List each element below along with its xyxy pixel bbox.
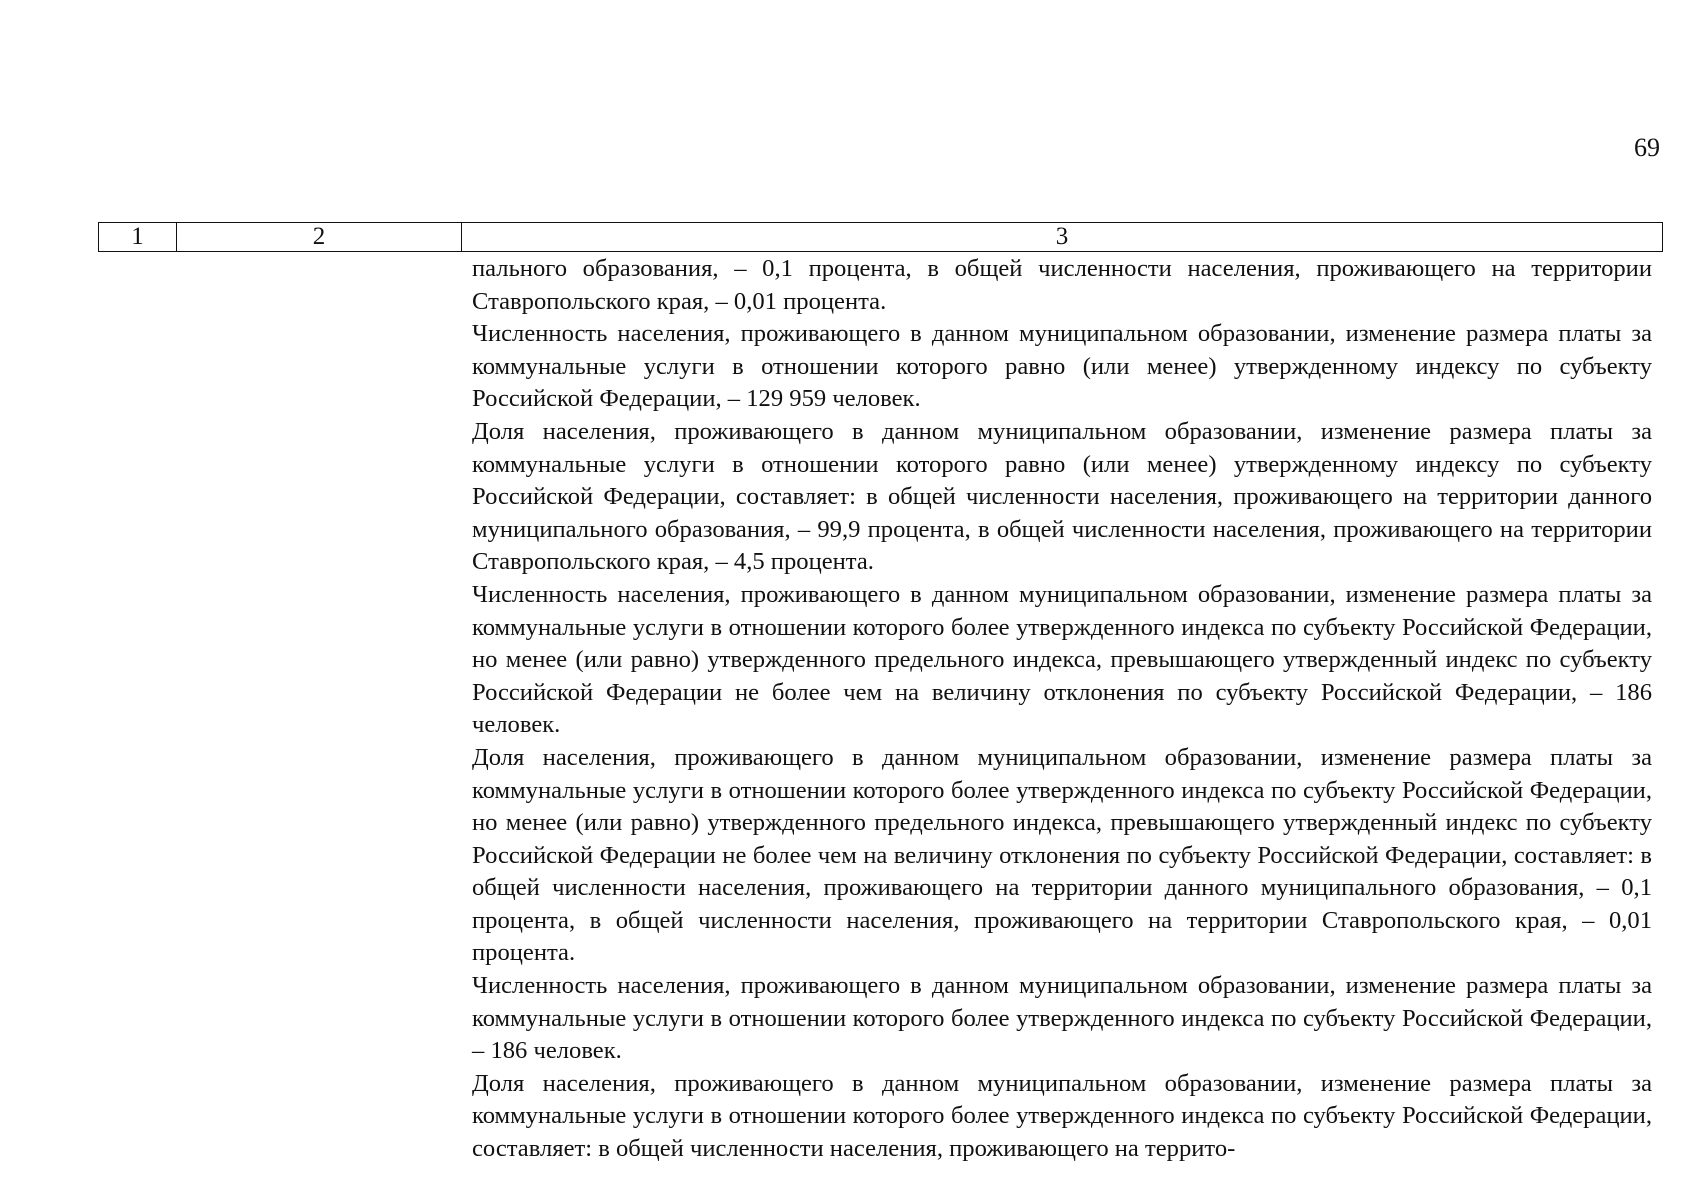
paragraph: Доля населения, проживающего в данном муниципальном образовании, изменение размера платы за коммунальные услуги в отношении которого равно (или менее) утвержденному индексу по субъекту Российской Федерации, составляет: в общей численности населения, проживающего на территории данного муниципального образования, – 99,9 процента, в общей численности населения, проживающего на территории Ставропольского края, – 4,5 процента. bbox=[472, 417, 1652, 576]
paragraph: Доля населения, проживающего в данном муниципальном образовании, изменение размера платы за коммунальные услуги в отношении которого более утвержденного индекса по субъекту Российской Федерации, но менее (или равно) утвержденного предельного индекса, превышающего утвержденный индекс по субъекту Российской Федерации не более чем на величину отклонения по субъекту Российской Федерации, составляет: в общей численности населения, проживающего на территории данного муниципального образования, – 0,1 процента, в общей численности населения, проживающего на территории Ставропольского края, – 0,01 процента. bbox=[472, 743, 1652, 967]
paragraph: пального образования, – 0,1 процента, в общей численности населения, проживающего на территории Ставропольского края, – 0,01 процента. bbox=[472, 255, 1652, 315]
paragraph: Численность населения, проживающего в данном муниципальном образовании, изменение размера платы за коммунальные услуги в отношении которого более утвержденного индекса по субъекту Российской Федерации, – 186 человек. bbox=[472, 972, 1652, 1065]
paragraph: Численность населения, проживающего в данном муниципальном образовании, изменение размера платы за коммунальные услуги в отношении которого равно (или менее) утвержденному индексу по субъекту Российской Федерации, – 129 959 человек. bbox=[472, 320, 1652, 413]
column-number-3: 3 bbox=[462, 223, 1663, 252]
table-header-row bbox=[99, 223, 1663, 252]
table-header bbox=[98, 222, 1663, 252]
page-number: 69 bbox=[1634, 133, 1660, 162]
document-body bbox=[472, 253, 1652, 1166]
paragraph: Численность населения, проживающего в данном муниципальном образовании, изменение размера платы за коммунальные услуги в отношении которого более утвержденного индекса по субъекту Российской Федерации, но менее (или равно) утвержденного предельного индекса, превышающего утвержденный индекс по субъекту Российской Федерации не более чем на величину отклонения по субъекту Российской Федерации, – 186 человек. bbox=[472, 580, 1652, 739]
column-number-2: 2 bbox=[177, 223, 462, 252]
column-number-1: 1 bbox=[99, 223, 177, 252]
paragraph: Доля населения, проживающего в данном муниципальном образовании, изменение размера платы за коммунальные услуги в отношении которого более утвержденного индекса по субъекту Российской Федерации, составляет: в общей численности населения, проживающего на террито- bbox=[472, 1069, 1652, 1163]
